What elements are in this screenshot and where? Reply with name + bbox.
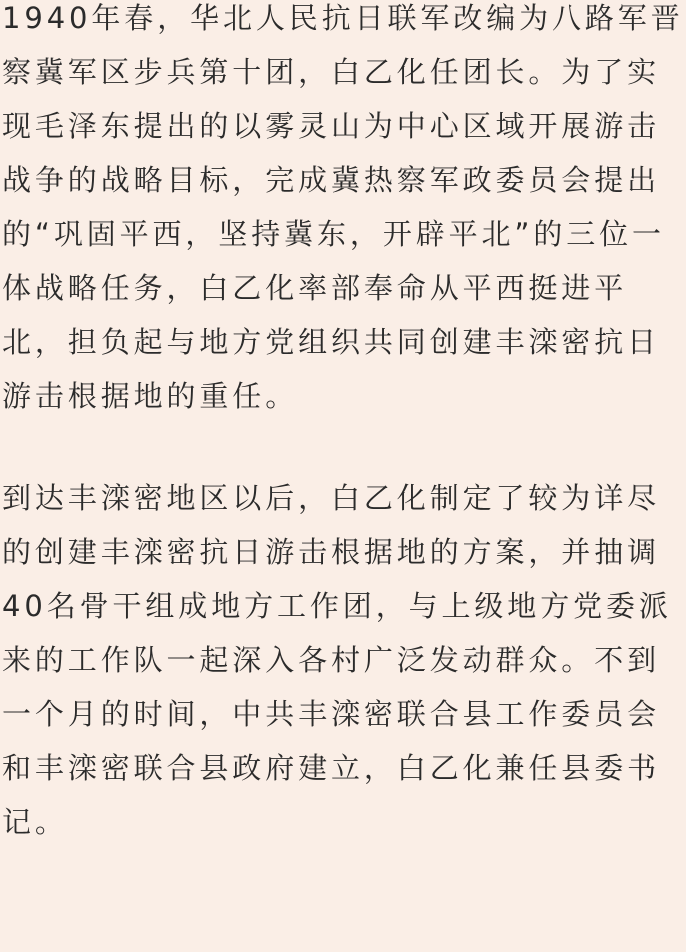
- paragraph-line: 察冀军区步兵第十团，白乙化任团长。为了实: [2, 55, 661, 89]
- paragraph-line: 游击根据地的重任。: [2, 379, 299, 413]
- paragraph-line: 体战略任务，白乙化率部奉命从平西挺进平: [2, 271, 628, 305]
- paragraph-line: 记。: [2, 805, 68, 839]
- paragraph-line: 现毛泽东提出的以雾灵山为中心区域开展游击: [2, 109, 661, 143]
- paragraph-line: 的创建丰滦密抗日游击根据地的方案，并抽调: [2, 535, 661, 569]
- paragraph-line: 的“巩固平西，坚持冀东，开辟平北”的三位一: [2, 217, 665, 251]
- paragraph-spacer: [2, 423, 686, 471]
- paragraph-line: 40名骨干组成地方工作团，与上级地方党委派: [2, 589, 672, 623]
- paragraph-line: 战争的战略目标，完成冀热察军政委员会提出: [2, 163, 661, 197]
- paragraph-line: 北，担负起与地方党组织共同创建丰滦密抗日: [2, 325, 661, 359]
- paragraph-2: [2, 471, 686, 849]
- paragraph-line: 一个月的时间，中共丰滦密联合县工作委员会: [2, 697, 661, 731]
- paragraph-line: 来的工作队一起深入各村广泛发动群众。不到: [2, 643, 661, 677]
- paragraph-line: 和丰滦密联合县政府建立，白乙化兼任县委书: [2, 751, 661, 785]
- paragraph-line: 到达丰滦密地区以后，白乙化制定了较为详尽: [2, 481, 661, 515]
- paragraph-line: 1940年春，华北人民抗日联军改编为八路军晋: [2, 1, 684, 35]
- paragraph-1: [2, 0, 686, 423]
